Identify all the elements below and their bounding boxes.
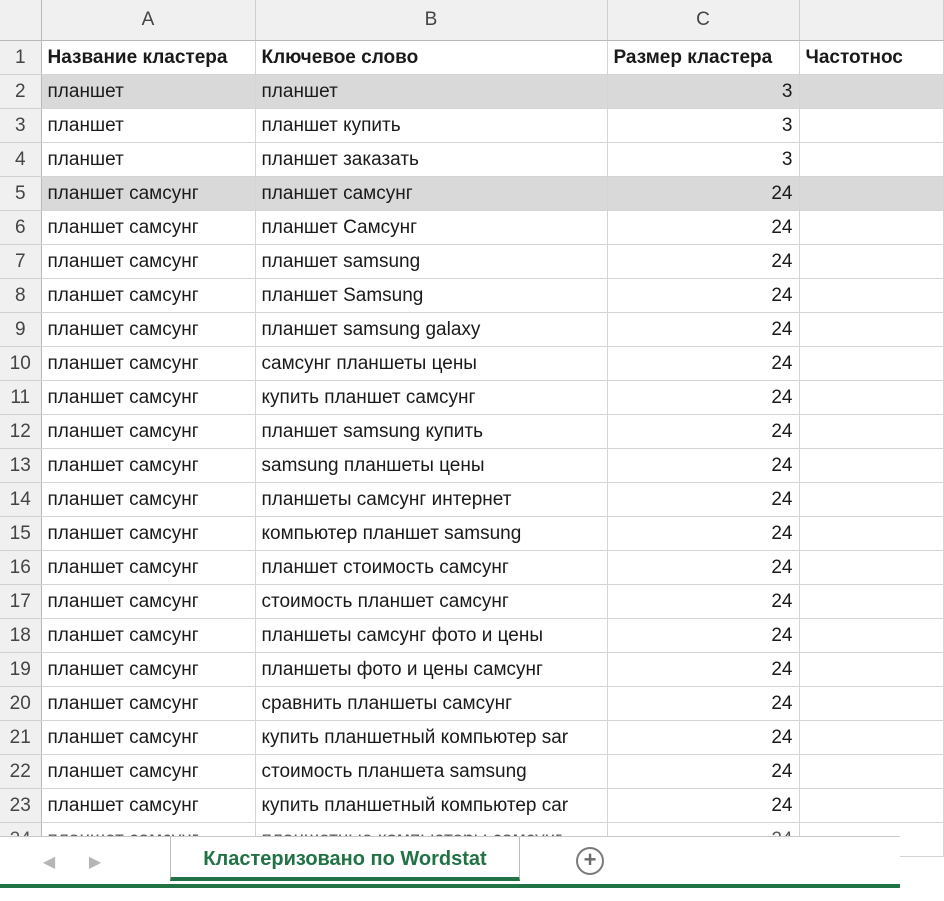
row-number[interactable]: 14 [0, 483, 41, 517]
chevron-right-icon[interactable]: ▶ [88, 854, 102, 871]
cell-d-header[interactable]: Частотнос [799, 41, 943, 75]
cell-keyword[interactable]: планшет Самсунг [255, 211, 607, 245]
cell-keyword[interactable]: планшет самсунг [255, 177, 607, 211]
table-row [0, 415, 943, 449]
cell-cluster-name[interactable]: планшет самсунг [41, 449, 255, 483]
cell-cluster-name[interactable]: планшет самсунг [41, 755, 255, 789]
cell-keyword[interactable]: samsung планшеты цены [255, 449, 607, 483]
cell-cluster-name[interactable]: планшет самсунг [41, 177, 255, 211]
table-row [0, 75, 943, 109]
cell-cluster-name[interactable]: планшет самсунг [41, 619, 255, 653]
table-row [0, 381, 943, 415]
table-row [0, 619, 943, 653]
cell-cluster-size[interactable]: 24 [607, 585, 799, 619]
cell-cluster-name[interactable]: планшет самсунг [41, 721, 255, 755]
cell-frequency[interactable] [799, 143, 943, 177]
header-data-row [0, 41, 943, 75]
cell-cluster-name[interactable]: планшет самсунг [41, 381, 255, 415]
cell-cluster-name[interactable]: планшет самсунг [41, 585, 255, 619]
row-number[interactable]: 5 [0, 177, 41, 211]
cell-cluster-size[interactable]: 24 [607, 415, 799, 449]
row-number[interactable]: 22 [0, 755, 41, 789]
table-row [0, 789, 943, 823]
chevron-left-icon[interactable]: ◀ [42, 854, 56, 871]
cell-cluster-name[interactable]: планшет самсунг [41, 551, 255, 585]
table-row [0, 347, 943, 381]
cell-cluster-name[interactable]: планшет самсунг [41, 347, 255, 381]
cell-frequency[interactable] [799, 75, 943, 109]
cell-cluster-size[interactable]: 24 [607, 177, 799, 211]
column-header-d[interactable] [799, 0, 943, 41]
cell-keyword[interactable]: планшет samsung купить [255, 415, 607, 449]
cell-keyword[interactable]: планшет samsung galaxy [255, 313, 607, 347]
cell-keyword[interactable]: сравнить планшеты самсунг [255, 687, 607, 721]
table-row [0, 143, 943, 177]
cell-keyword[interactable]: купить планшетный компьютер car [255, 789, 607, 823]
row-number[interactable]: 13 [0, 449, 41, 483]
cell-frequency[interactable] [799, 347, 943, 381]
column-header-row [0, 0, 943, 41]
cell-cluster-size[interactable]: 24 [607, 347, 799, 381]
cell-frequency[interactable] [799, 415, 943, 449]
table-row [0, 687, 943, 721]
cell-keyword[interactable]: планшет [255, 75, 607, 109]
cell-cluster-size[interactable]: 24 [607, 313, 799, 347]
table-row [0, 279, 943, 313]
cell-keyword[interactable]: самсунг планшеты цены [255, 347, 607, 381]
cell-cluster-size[interactable]: 24 [607, 721, 799, 755]
cell-cluster-name[interactable]: планшет самсунг [41, 313, 255, 347]
cell-cluster-size[interactable]: 24 [607, 449, 799, 483]
select-all-corner[interactable] [0, 0, 41, 41]
cell-cluster-size[interactable]: 24 [607, 653, 799, 687]
cell-frequency[interactable] [799, 245, 943, 279]
cell-keyword[interactable]: стоимость планшет самсунг [255, 585, 607, 619]
cell-cluster-name[interactable]: планшет самсунг [41, 279, 255, 313]
cell-frequency[interactable] [799, 721, 943, 755]
table-row [0, 483, 943, 517]
column-header-b[interactable]: B [255, 0, 607, 41]
row-number[interactable]: 11 [0, 381, 41, 415]
table-row [0, 653, 943, 687]
cell-b-header[interactable]: Ключевое слово [255, 41, 607, 75]
cell-cluster-size[interactable]: 24 [607, 687, 799, 721]
table-row [0, 585, 943, 619]
cell-a-header[interactable]: Название кластера [41, 41, 255, 75]
row-number[interactable]: 9 [0, 313, 41, 347]
plus-circle-icon[interactable]: + [576, 847, 604, 875]
status-accent-stripe [0, 884, 900, 888]
row-number[interactable]: 18 [0, 619, 41, 653]
cell-keyword[interactable]: планшеты самсунг фото и цены [255, 619, 607, 653]
cell-frequency[interactable] [799, 517, 943, 551]
cell-frequency[interactable] [799, 449, 943, 483]
row-number[interactable]: 20 [0, 687, 41, 721]
cell-frequency[interactable] [799, 755, 943, 789]
row-number[interactable]: 7 [0, 245, 41, 279]
row-number[interactable]: 15 [0, 517, 41, 551]
cell-frequency[interactable] [799, 381, 943, 415]
row-number[interactable]: 19 [0, 653, 41, 687]
sheet-tab-bar [0, 836, 900, 901]
cell-keyword[interactable]: компьютер планшет samsung [255, 517, 607, 551]
cell-keyword[interactable]: планшеты фото и цены самсунг [255, 653, 607, 687]
cell-cluster-size[interactable]: 24 [607, 245, 799, 279]
sheet-tab-active[interactable]: Кластеризовано по Wordstat [170, 837, 520, 881]
cell-cluster-size[interactable]: 24 [607, 517, 799, 551]
cell-cluster-size[interactable]: 24 [607, 211, 799, 245]
table-row [0, 177, 943, 211]
cell-keyword[interactable]: планшет Samsung [255, 279, 607, 313]
row-number[interactable]: 3 [0, 109, 41, 143]
cell-cluster-size[interactable]: 24 [607, 755, 799, 789]
cell-cluster-name[interactable]: планшет самсунг [41, 415, 255, 449]
cell-cluster-name[interactable]: планшет самсунг [41, 211, 255, 245]
cell-cluster-size[interactable]: 24 [607, 619, 799, 653]
row-number[interactable]: 2 [0, 75, 41, 109]
cell-frequency[interactable] [799, 483, 943, 517]
cell-frequency[interactable] [799, 687, 943, 721]
row-number[interactable]: 23 [0, 789, 41, 823]
row-number[interactable]: 4 [0, 143, 41, 177]
cell-frequency[interactable] [799, 177, 943, 211]
cell-cluster-size[interactable]: 24 [607, 551, 799, 585]
table-row [0, 517, 943, 551]
cell-keyword[interactable]: планшет заказать [255, 143, 607, 177]
row-number[interactable]: 1 [0, 41, 41, 75]
cell-cluster-name[interactable]: планшет самсунг [41, 653, 255, 687]
cell-keyword[interactable]: планшет стоимость самсунг [255, 551, 607, 585]
cell-frequency[interactable] [799, 551, 943, 585]
row-number[interactable]: 21 [0, 721, 41, 755]
cell-cluster-size[interactable]: 3 [607, 109, 799, 143]
cell-frequency[interactable] [799, 313, 943, 347]
table-row [0, 755, 943, 789]
cell-keyword[interactable]: купить планшет самсунг [255, 381, 607, 415]
cell-cluster-name[interactable]: планшет самсунг [41, 517, 255, 551]
cell-frequency[interactable] [799, 109, 943, 143]
cell-keyword[interactable]: купить планшетный компьютер sar [255, 721, 607, 755]
cell-cluster-name[interactable]: планшет самсунг [41, 483, 255, 517]
cell-c-header[interactable]: Размер кластера [607, 41, 799, 75]
cell-frequency[interactable] [799, 653, 943, 687]
table-row [0, 551, 943, 585]
table-row [0, 245, 943, 279]
cell-cluster-size[interactable]: 24 [607, 279, 799, 313]
cell-cluster-name[interactable]: планшет самсунг [41, 687, 255, 721]
cell-keyword[interactable]: планшет купить [255, 109, 607, 143]
cell-cluster-name[interactable]: планшет [41, 75, 255, 109]
cell-frequency[interactable] [799, 279, 943, 313]
row-number[interactable]: 8 [0, 279, 41, 313]
cell-cluster-size[interactable]: 24 [607, 789, 799, 823]
column-header-a[interactable]: A [41, 0, 255, 41]
cell-cluster-size[interactable]: 3 [607, 75, 799, 109]
table-row [0, 449, 943, 483]
cell-keyword[interactable]: планшеты самсунг интернет [255, 483, 607, 517]
column-header-c[interactable]: C [607, 0, 799, 41]
cell-cluster-name[interactable]: планшет [41, 109, 255, 143]
cell-cluster-name[interactable]: планшет самсунг [41, 789, 255, 823]
row-number[interactable]: 6 [0, 211, 41, 245]
cell-frequency[interactable] [799, 585, 943, 619]
cell-cluster-name[interactable]: планшет самсунг [41, 245, 255, 279]
cell-keyword[interactable]: планшет samsung [255, 245, 607, 279]
cell-keyword[interactable]: стоимость планшета samsung [255, 755, 607, 789]
row-number[interactable]: 10 [0, 347, 41, 381]
table-row [0, 721, 943, 755]
row-number[interactable]: 16 [0, 551, 41, 585]
cell-frequency[interactable] [799, 211, 943, 245]
cell-frequency[interactable] [799, 619, 943, 653]
cell-cluster-name[interactable]: планшет [41, 143, 255, 177]
cell-cluster-size[interactable]: 3 [607, 143, 799, 177]
table-row [0, 313, 943, 347]
cell-frequency[interactable] [799, 789, 943, 823]
table-row [0, 211, 943, 245]
cell-cluster-size[interactable]: 24 [607, 381, 799, 415]
cell-cluster-size[interactable]: 24 [607, 483, 799, 517]
table-row [0, 109, 943, 143]
row-number[interactable]: 17 [0, 585, 41, 619]
row-number[interactable]: 12 [0, 415, 41, 449]
